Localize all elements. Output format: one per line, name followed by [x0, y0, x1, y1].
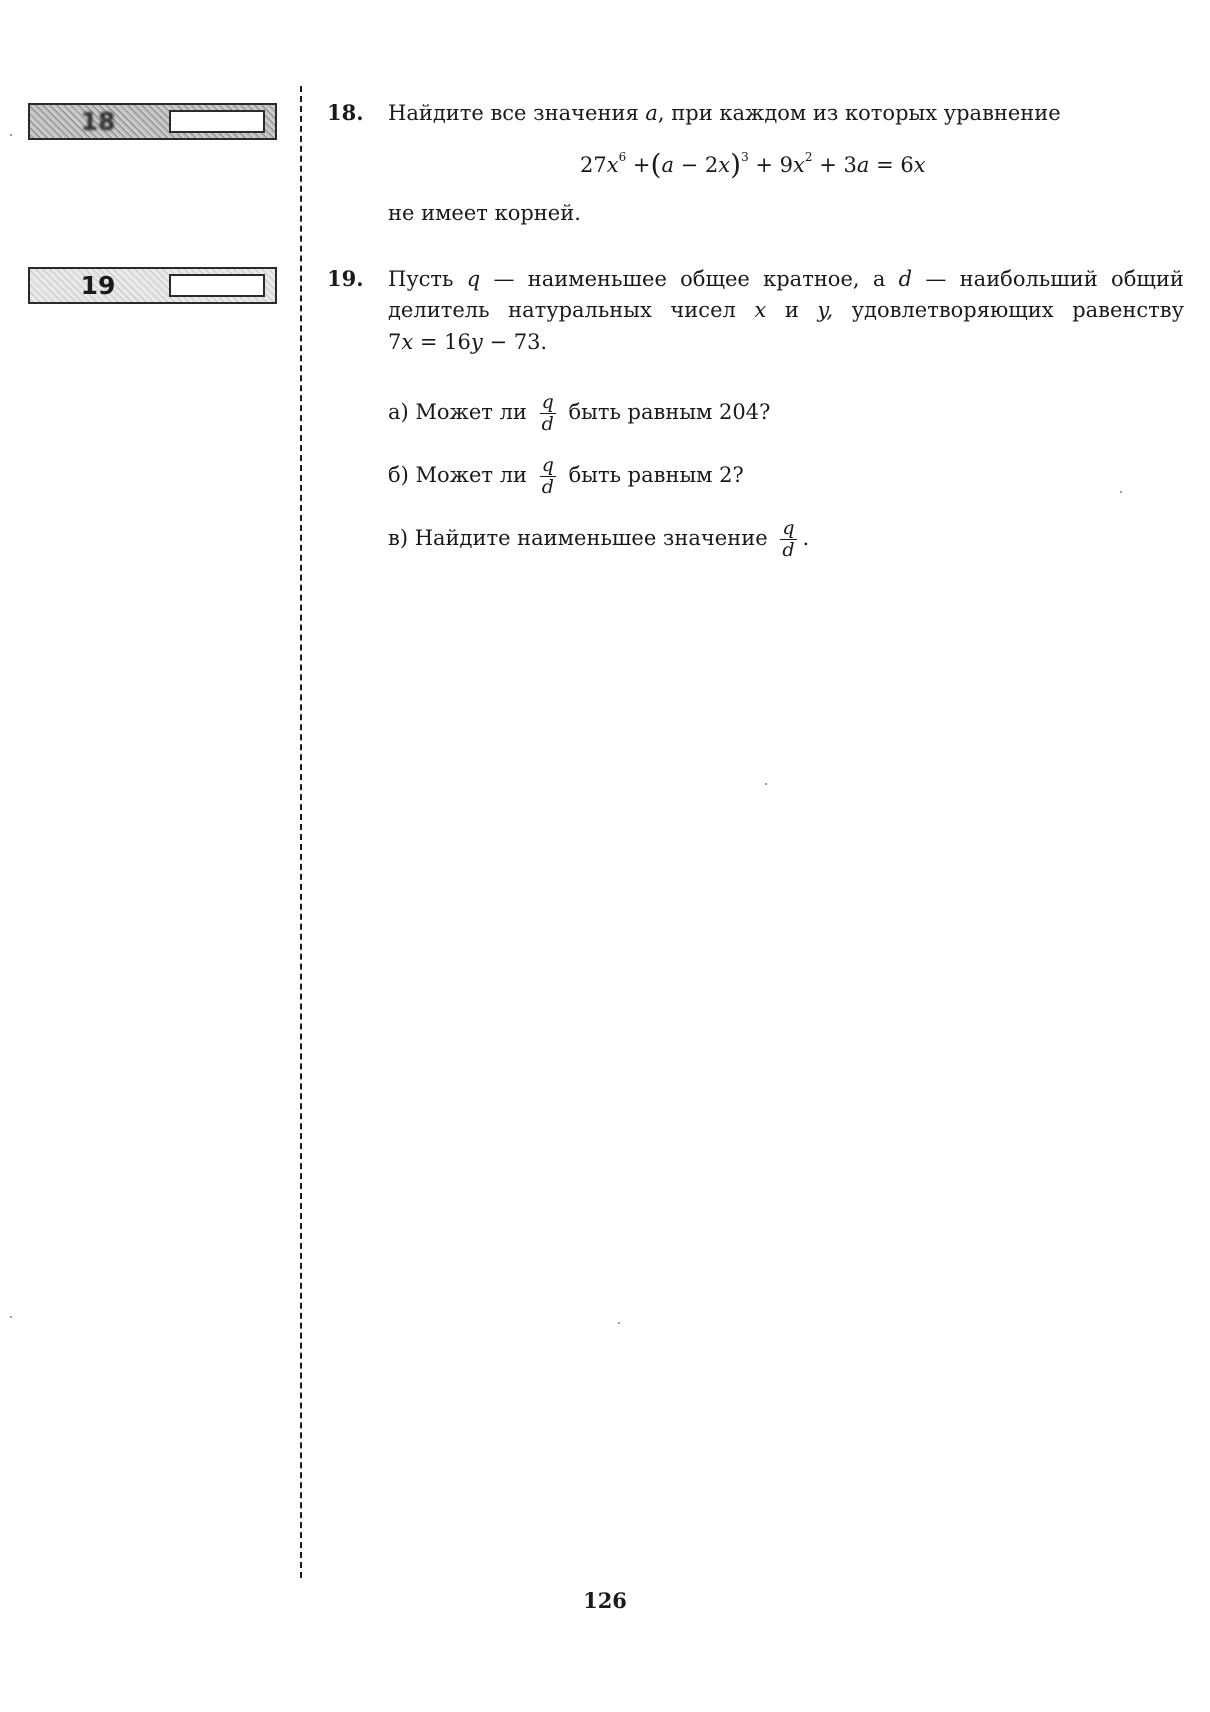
task-18-outro: не имеет корней. [388, 201, 581, 225]
answer-box-19 [28, 267, 277, 304]
scan-speck [10, 134, 12, 136]
answer-box-18 [28, 103, 277, 140]
fraction-q-over-d: $\frac{q}{d}$ [782, 517, 795, 561]
task-18-intro: Найдите все значения a, при каждом из которых уравнение [388, 101, 1061, 125]
fraction-q-over-d: $\frac{q}{d}$ [541, 454, 554, 498]
fraction-q-over-d: $\frac{q}{d}$ [541, 391, 554, 435]
task-19-part-b: б) Может ли $\frac{q}{d}$ быть равным 2? [388, 454, 744, 498]
task-19-number: 19. [327, 266, 364, 291]
task-19-part-a: а) Может ли $\frac{q}{d}$ быть равным 204? [388, 391, 771, 435]
scan-speck [1120, 491, 1122, 493]
scan-speck [10, 1316, 12, 1318]
answer-box-number: 19 [80, 271, 116, 300]
answer-box-number: 18 [80, 107, 116, 136]
task-19-line-2: делитель натуральных чисел x и y, удовлетворяющих равенству [388, 298, 1184, 322]
task-19-part-c: в) Найдите наименьшее значение $\frac{q}{d}$ . [388, 517, 810, 561]
task-18-number: 18. [327, 100, 364, 125]
task-19-line-3: 7x = 16y − 73. [388, 330, 548, 354]
answer-field[interactable] [169, 274, 265, 297]
task-19-line-1: Пусть q — наименьшее общее кратное, а d — наибольший общий [388, 267, 1184, 291]
answer-field[interactable] [169, 110, 265, 133]
scan-speck [618, 1322, 620, 1324]
cut-line [300, 86, 302, 1578]
page-number: 126 [583, 1588, 627, 1613]
task-18-equation: $27x^6 +(a - 2x)^3 + 9x^2 + 3a = 6x$ [580, 148, 926, 181]
scan-speck [765, 783, 767, 785]
